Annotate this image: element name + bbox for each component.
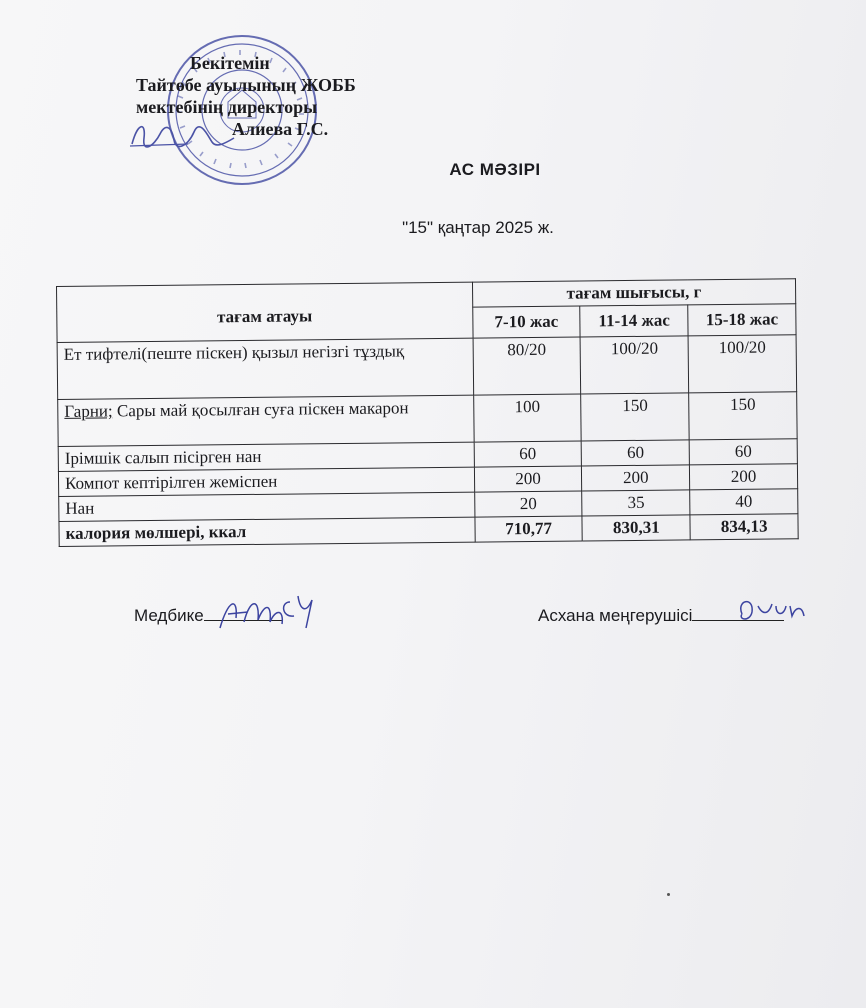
portion-11-14: 100/20 xyxy=(580,336,688,394)
director-signature xyxy=(128,116,238,156)
dish-name xyxy=(58,395,474,446)
portion-15-18: 200 xyxy=(690,464,798,490)
calories-7-10: 710,77 xyxy=(475,516,583,542)
table-row xyxy=(58,392,797,447)
portion-11-14: 60 xyxy=(582,440,690,466)
page-title: АС МӘЗІРІ xyxy=(449,160,541,179)
table-row xyxy=(57,335,797,400)
column-header-dish-name: тағам атауы xyxy=(57,282,473,342)
portion-11-14: 150 xyxy=(581,393,689,441)
paper-mark xyxy=(667,893,670,896)
portion-7-10: 20 xyxy=(474,491,582,517)
column-header-age-11-14: 11-14 жас xyxy=(580,305,688,337)
dish-name: Ет тифтелі(пеште піскен) қызыл негізгі тұздық xyxy=(57,338,473,399)
portion-11-14: 200 xyxy=(582,465,690,491)
calories-11-14: 830,31 xyxy=(582,515,690,541)
dish-name: Нан xyxy=(59,492,475,521)
dish-name: Ірімшік салып пісірген нан xyxy=(58,442,474,471)
dish-name: Компот кептірілген жеміспен xyxy=(58,467,474,496)
portion-15-18: 100/20 xyxy=(688,335,796,393)
nurse-signature xyxy=(214,588,324,636)
portion-7-10: 80/20 xyxy=(473,337,581,395)
canteen-head-signature xyxy=(732,592,816,628)
portion-15-18: 40 xyxy=(690,489,798,515)
calorie-label: калория мөлшері, ккал xyxy=(59,517,475,546)
column-header-output: тағам шығысы, г xyxy=(472,279,796,307)
portion-7-10: 60 xyxy=(474,441,582,467)
menu-date: "15" қаңтар 2025 ж. xyxy=(402,218,554,237)
column-header-age-7-10: 7-10 жас xyxy=(472,306,580,338)
nurse-label: Медбике xyxy=(134,606,204,625)
canteen-head-label: Асхана меңгерушісі xyxy=(538,606,693,625)
column-header-age-15-18: 15-18 жас xyxy=(688,304,796,336)
portion-15-18: 60 xyxy=(689,439,797,465)
portion-11-14: 35 xyxy=(582,490,690,516)
calories-15-18: 834,13 xyxy=(690,514,798,540)
portion-15-18: 150 xyxy=(689,392,797,440)
portion-7-10: 200 xyxy=(474,466,582,492)
approval-director-name: Алиева Г.С. xyxy=(232,119,329,139)
menu-table xyxy=(56,278,799,547)
approval-heading: Бекітемін xyxy=(190,53,270,73)
dish-name-text: Сары май қосылған суға піскен макарон xyxy=(112,398,409,421)
garnish-prefix: Гарни; xyxy=(64,401,113,421)
portion-7-10: 100 xyxy=(473,394,581,442)
approval-position: мектебінің директоры xyxy=(136,97,318,117)
approval-school: Тайтөбе ауылының ЖОББ xyxy=(136,75,356,95)
